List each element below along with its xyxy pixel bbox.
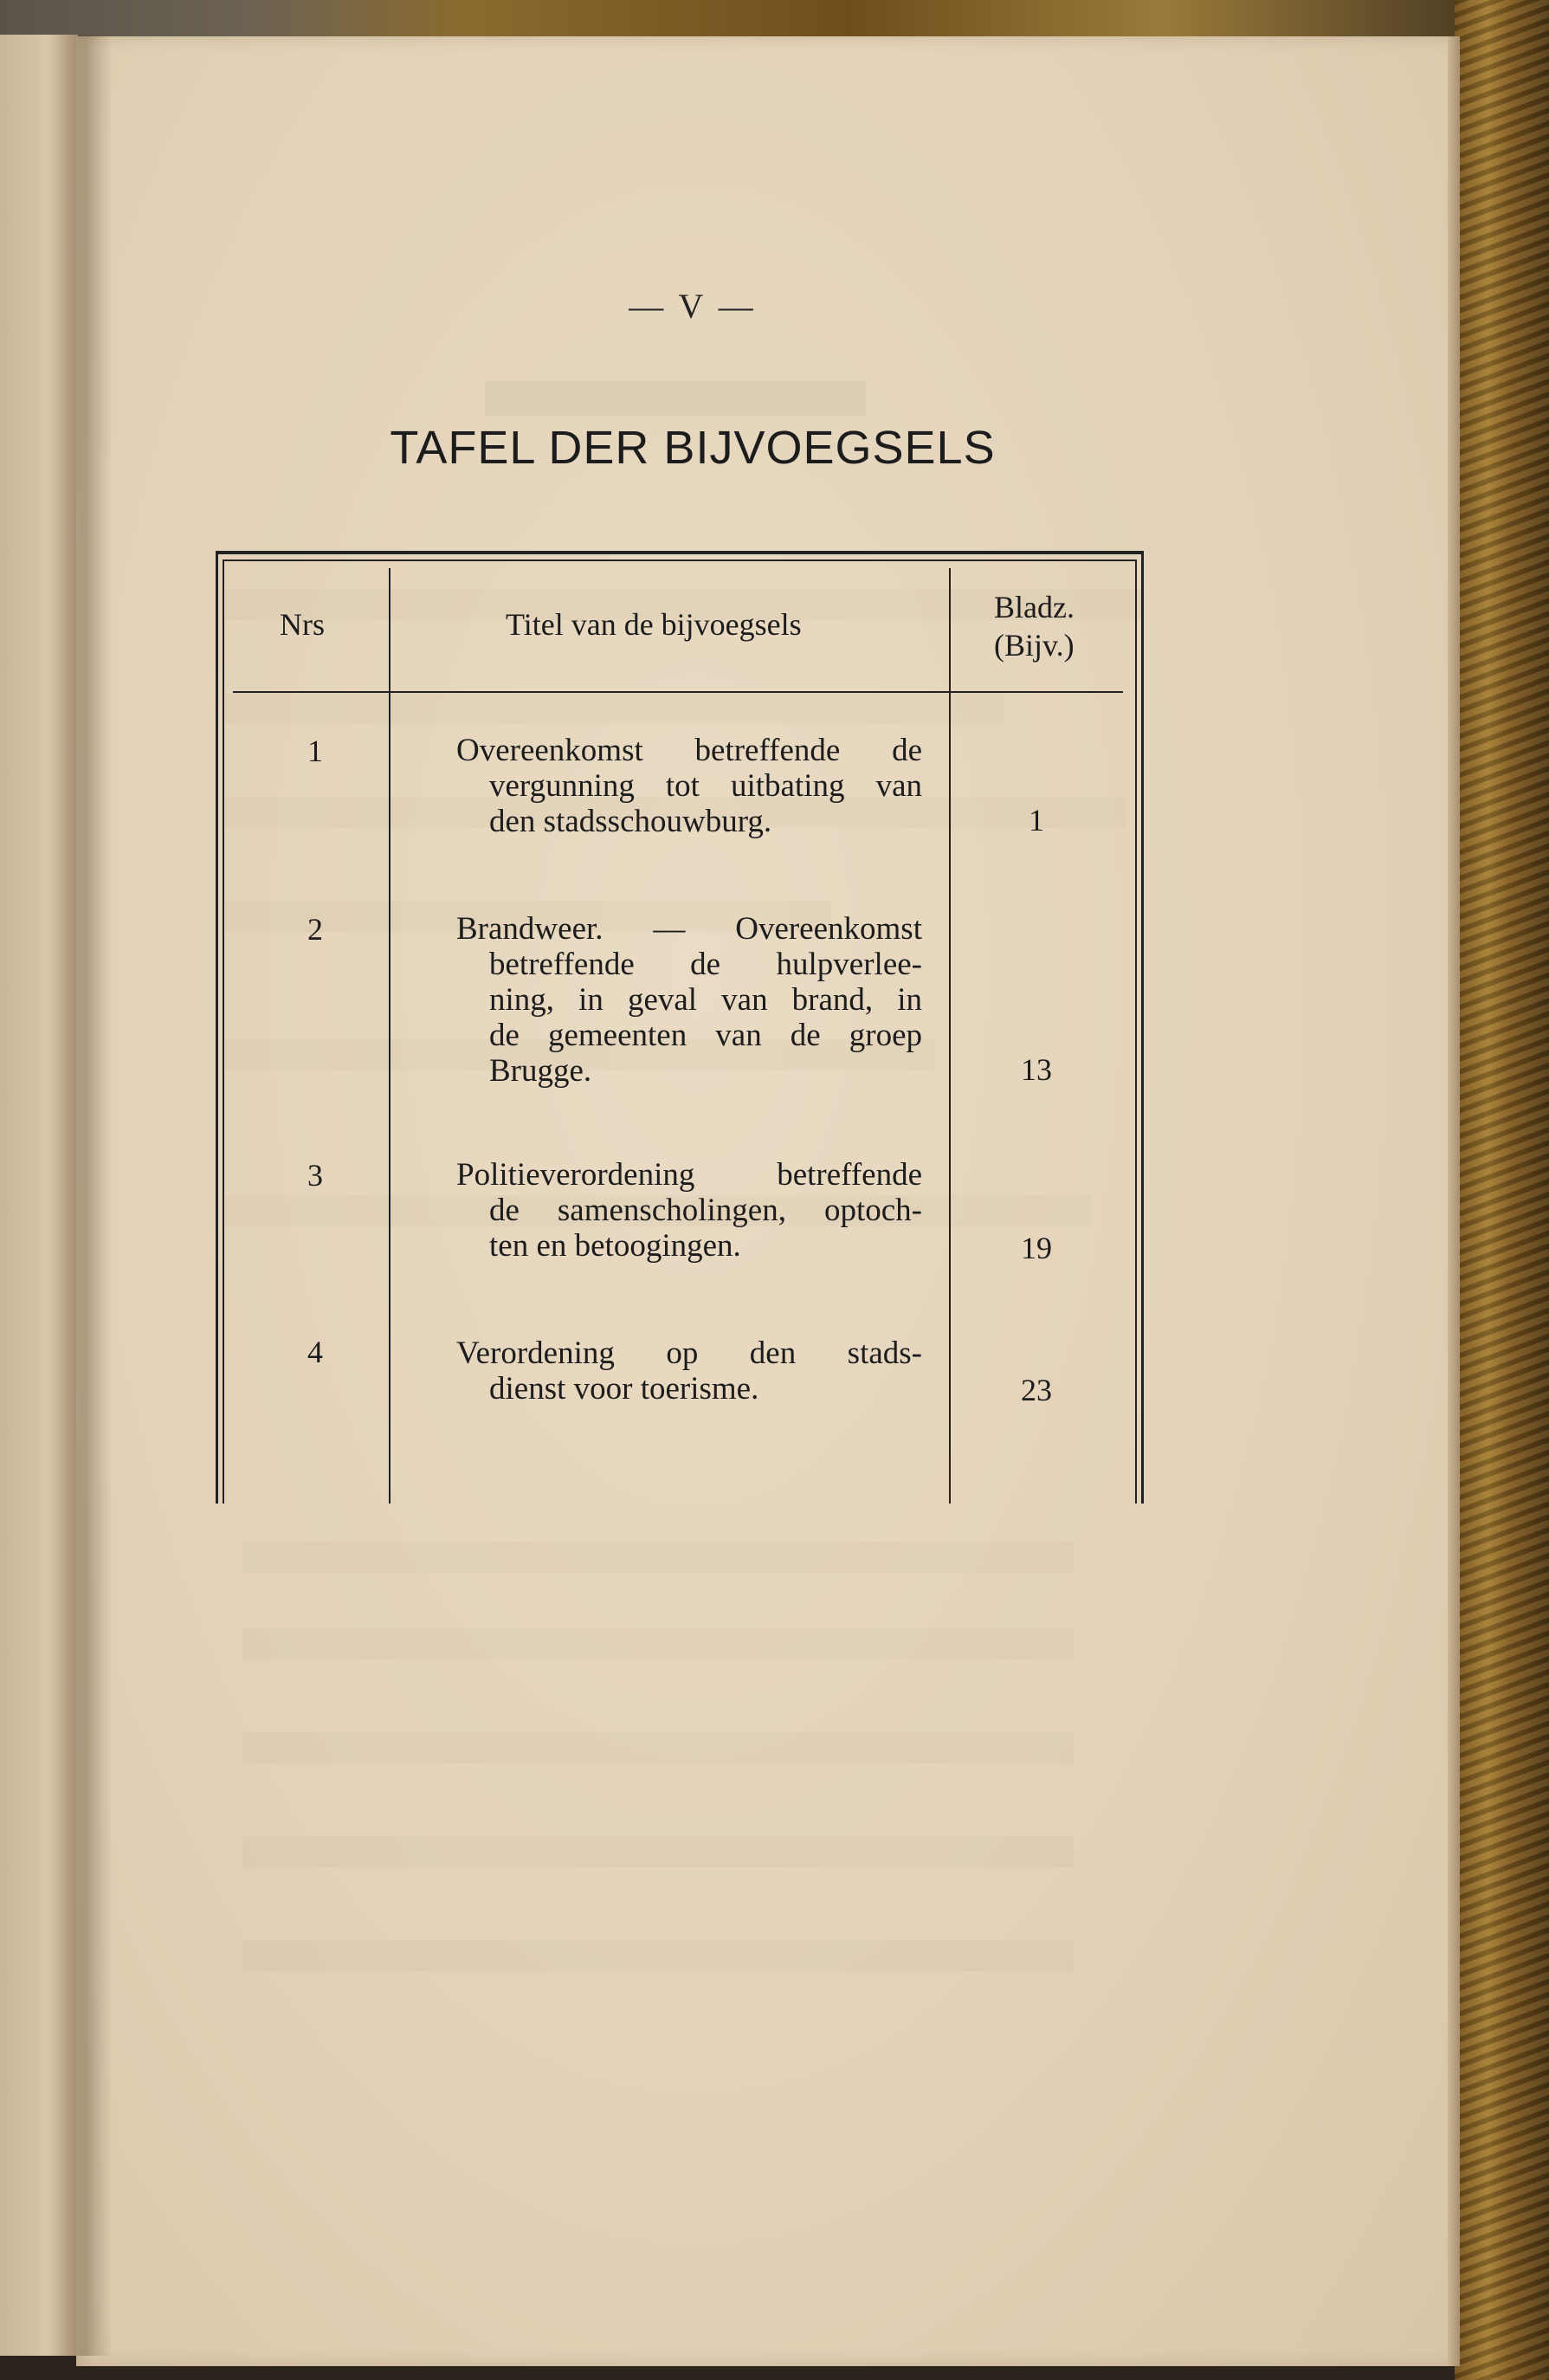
row-2-page: 13	[1021, 1052, 1052, 1087]
page-edge	[1448, 36, 1460, 2366]
table-left-border	[216, 551, 218, 1504]
row-3-page: 19	[1021, 1231, 1052, 1265]
header-bladz: Bladz.	[994, 590, 1075, 624]
column-divider-bladz	[949, 568, 951, 1504]
table-right-border	[1141, 551, 1144, 1504]
row-1-nr: 1	[307, 734, 323, 768]
appendix-table	[216, 551, 1142, 1504]
page-title: TAFEL DER BIJVOEGSELS	[390, 422, 996, 474]
row-3-title	[456, 1157, 922, 1264]
row-1-title-line: den stadsschouwburg.	[489, 804, 772, 839]
row-1-title-line: vergunning tot uitbating van	[489, 768, 922, 804]
row-2-title-line: Brandweer. — Overeenkomst	[456, 911, 922, 947]
row-3-title-line: Politieverordening betreffende	[456, 1157, 922, 1193]
row-4-nr: 4	[307, 1335, 323, 1369]
page-number: — V —	[629, 287, 757, 326]
row-3-nr: 3	[307, 1158, 323, 1193]
table-right-border-inner	[1135, 559, 1137, 1504]
table-left-border-inner	[223, 559, 224, 1504]
column-divider-nrs	[389, 568, 390, 1504]
book-cover-right	[1455, 0, 1549, 2380]
gutter-shadow	[52, 35, 113, 2356]
header-nrs: Nrs	[280, 607, 325, 642]
row-2-nr: 2	[307, 912, 323, 947]
row-2-title-line: betreffende de hulpverlee-	[489, 947, 922, 982]
row-2-title-line: de gemeenten van de groep	[489, 1018, 922, 1053]
row-1-title-line: Overeenkomst betreffende de	[456, 733, 922, 768]
row-1-page: 1	[1029, 803, 1044, 838]
row-4-title-line: Verordening op den stads-	[456, 1336, 922, 1371]
header-bottom-rule	[233, 691, 1123, 693]
row-2-title	[456, 911, 922, 1089]
header-titel: Titel van de bijvoegsels	[506, 607, 802, 642]
table-top-rule	[216, 551, 1144, 554]
header-bijv: (Bijv.)	[994, 628, 1075, 663]
row-3-title-line: de samenscholingen, optoch-	[489, 1193, 922, 1228]
row-2-title-line: Brugge.	[489, 1053, 592, 1089]
row-4-title	[456, 1336, 922, 1407]
row-1-title	[456, 733, 922, 839]
row-2-title-line: ning, in geval van brand, in	[489, 982, 922, 1018]
row-4-page: 23	[1021, 1373, 1052, 1407]
table-top-rule-inner	[223, 559, 1137, 561]
row-4-title-line: dienst voor toerisme.	[489, 1371, 759, 1407]
row-3-title-line: ten en betoogingen.	[489, 1228, 741, 1264]
